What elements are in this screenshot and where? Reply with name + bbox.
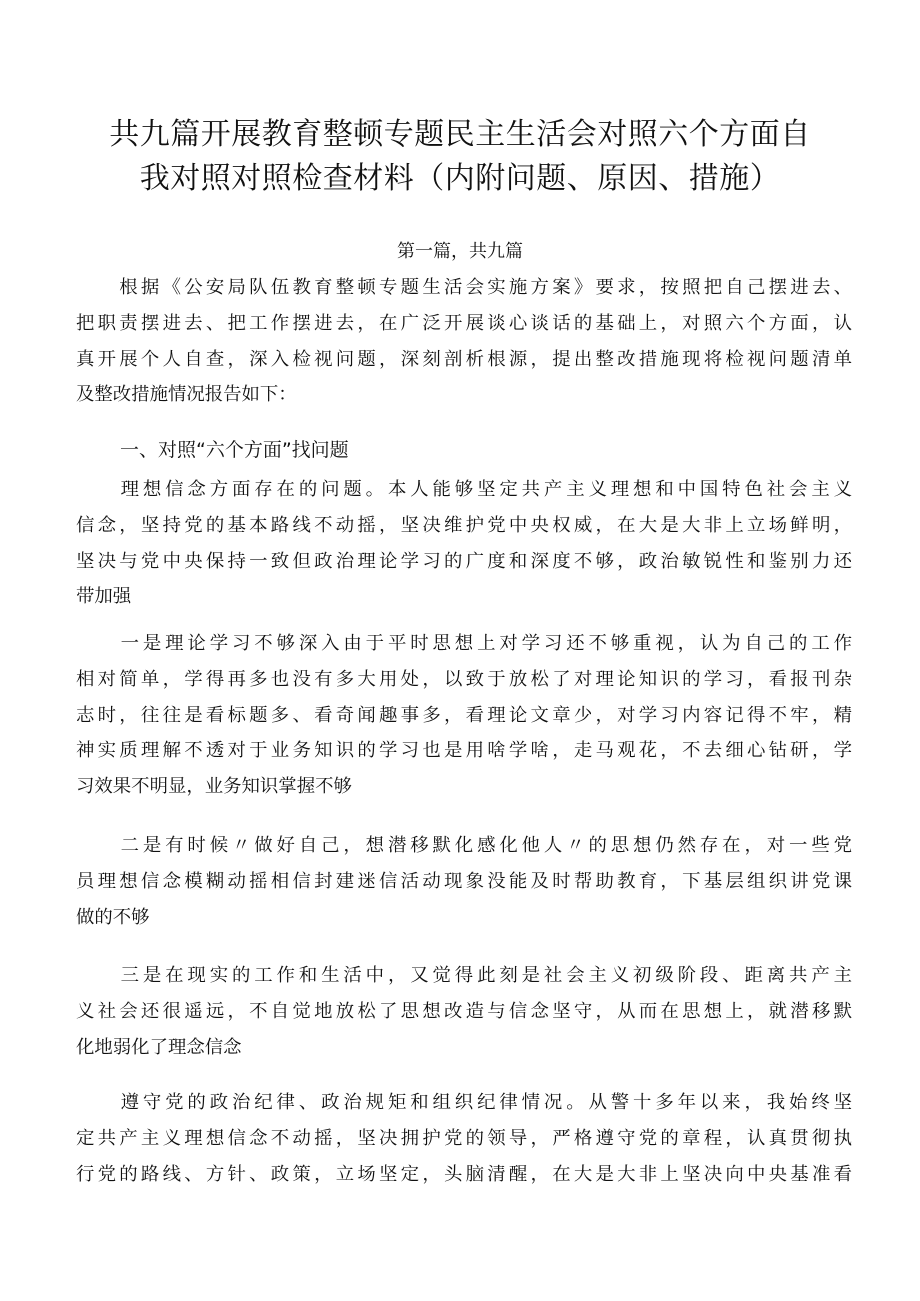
text-line: 把职责摆进去、把工作摆进去，在广泛开展谈心谈话的基础上，对照六个方面，认 <box>76 312 852 334</box>
text-line: 义社会还很遥远，不自觉地放松了思想改造与信念坚守，从而在思想上，就潜移默 <box>76 1000 852 1022</box>
paragraph-point-three <box>76 958 852 1065</box>
paragraph-point-one <box>76 626 852 805</box>
document-subtitle: 第一篇，共九篇 <box>397 241 523 262</box>
paragraph-discipline <box>76 1085 852 1192</box>
text-line: 化地弱化了理念信念 <box>76 1036 242 1058</box>
text-line: 志时，往往是看标题多、看奇闻趣事多，看理论文章少，对学习内容记得不牢，精 <box>76 704 852 726</box>
text-line: 理想信念方面存在的问题。本人能够坚定共产主义理想和中国特色社会主义 <box>76 479 852 500</box>
document-title <box>0 113 920 201</box>
text-line: 一是理论学习不够深入由于平时思想上对学习还不够重视，认为自己的工作 <box>76 633 852 654</box>
text-line: 员理想信念模糊动摇相信封建迷信活动现象没能及时帮助教育，下基层组织讲党课 <box>76 870 852 892</box>
text-line: 及整改措施情况报告如下： <box>76 384 297 406</box>
text-line: 定共产主义理想信念不动摇，坚决拥护党的领导，严格遵守党的章程，认真贯彻执 <box>76 1127 852 1149</box>
text-line: 习效果不明显，业务知识掌握不够 <box>76 776 352 798</box>
text-line: 做的不够 <box>76 906 150 928</box>
text-line: 遵守党的政治纪律、政治规矩和组织纪律情况。从警十多年以来，我始终坚 <box>76 1092 852 1113</box>
document-title-line-1: 共九篇开展教育整顿专题民主生活会对照六个方面自 <box>109 117 811 152</box>
document-title-line-2: 我对照对照检查材料（内附问题、原因、措施） <box>139 161 781 196</box>
text-line: 三是在现实的工作和生活中，又觉得此刻是社会主义初级阶段、距离共产主 <box>76 965 852 986</box>
text-line: 真开展个人自查，深入检视问题，深刻剖析根源，提出整改措施现将检视问题清单 <box>76 348 852 370</box>
text-line: 行党的路线、方针、政策，立场坚定，头脑清醒，在大是大非上坚决向中央基准看 <box>76 1163 852 1185</box>
paragraph-ideals <box>76 472 852 615</box>
text-line: 神实质理解不透对于业务知识的学习也是用啥学啥，走马观花，不去细心钻研，学 <box>76 740 852 762</box>
section-heading: 一、对照“六个方面”找问题 <box>120 439 349 461</box>
text-line: 带加强 <box>76 586 132 608</box>
text-line: 根据《公安局队伍教育整顿专题生活会实施方案》要求，按照把自己摆进去、 <box>76 277 852 298</box>
text-line: 相对简单，学得再多也没有多大用处，以致于放松了对理论知识的学习，看报刊杂 <box>76 668 852 690</box>
text-line: 坚决与党中央保持一致但政治理论学习的广度和深度不够，政治敏锐性和鉴别力还 <box>76 550 852 572</box>
text-line: 二是有时候〃做好自己，想潜移默化感化他人〃的思想仍然存在，对一些党 <box>76 835 852 856</box>
paragraph-intro <box>76 270 852 413</box>
text-line: 信念，坚持党的基本路线不动摇，坚决维护党中央权威，在大是大非上立场鲜明， <box>76 514 852 536</box>
paragraph-point-two <box>76 828 852 935</box>
